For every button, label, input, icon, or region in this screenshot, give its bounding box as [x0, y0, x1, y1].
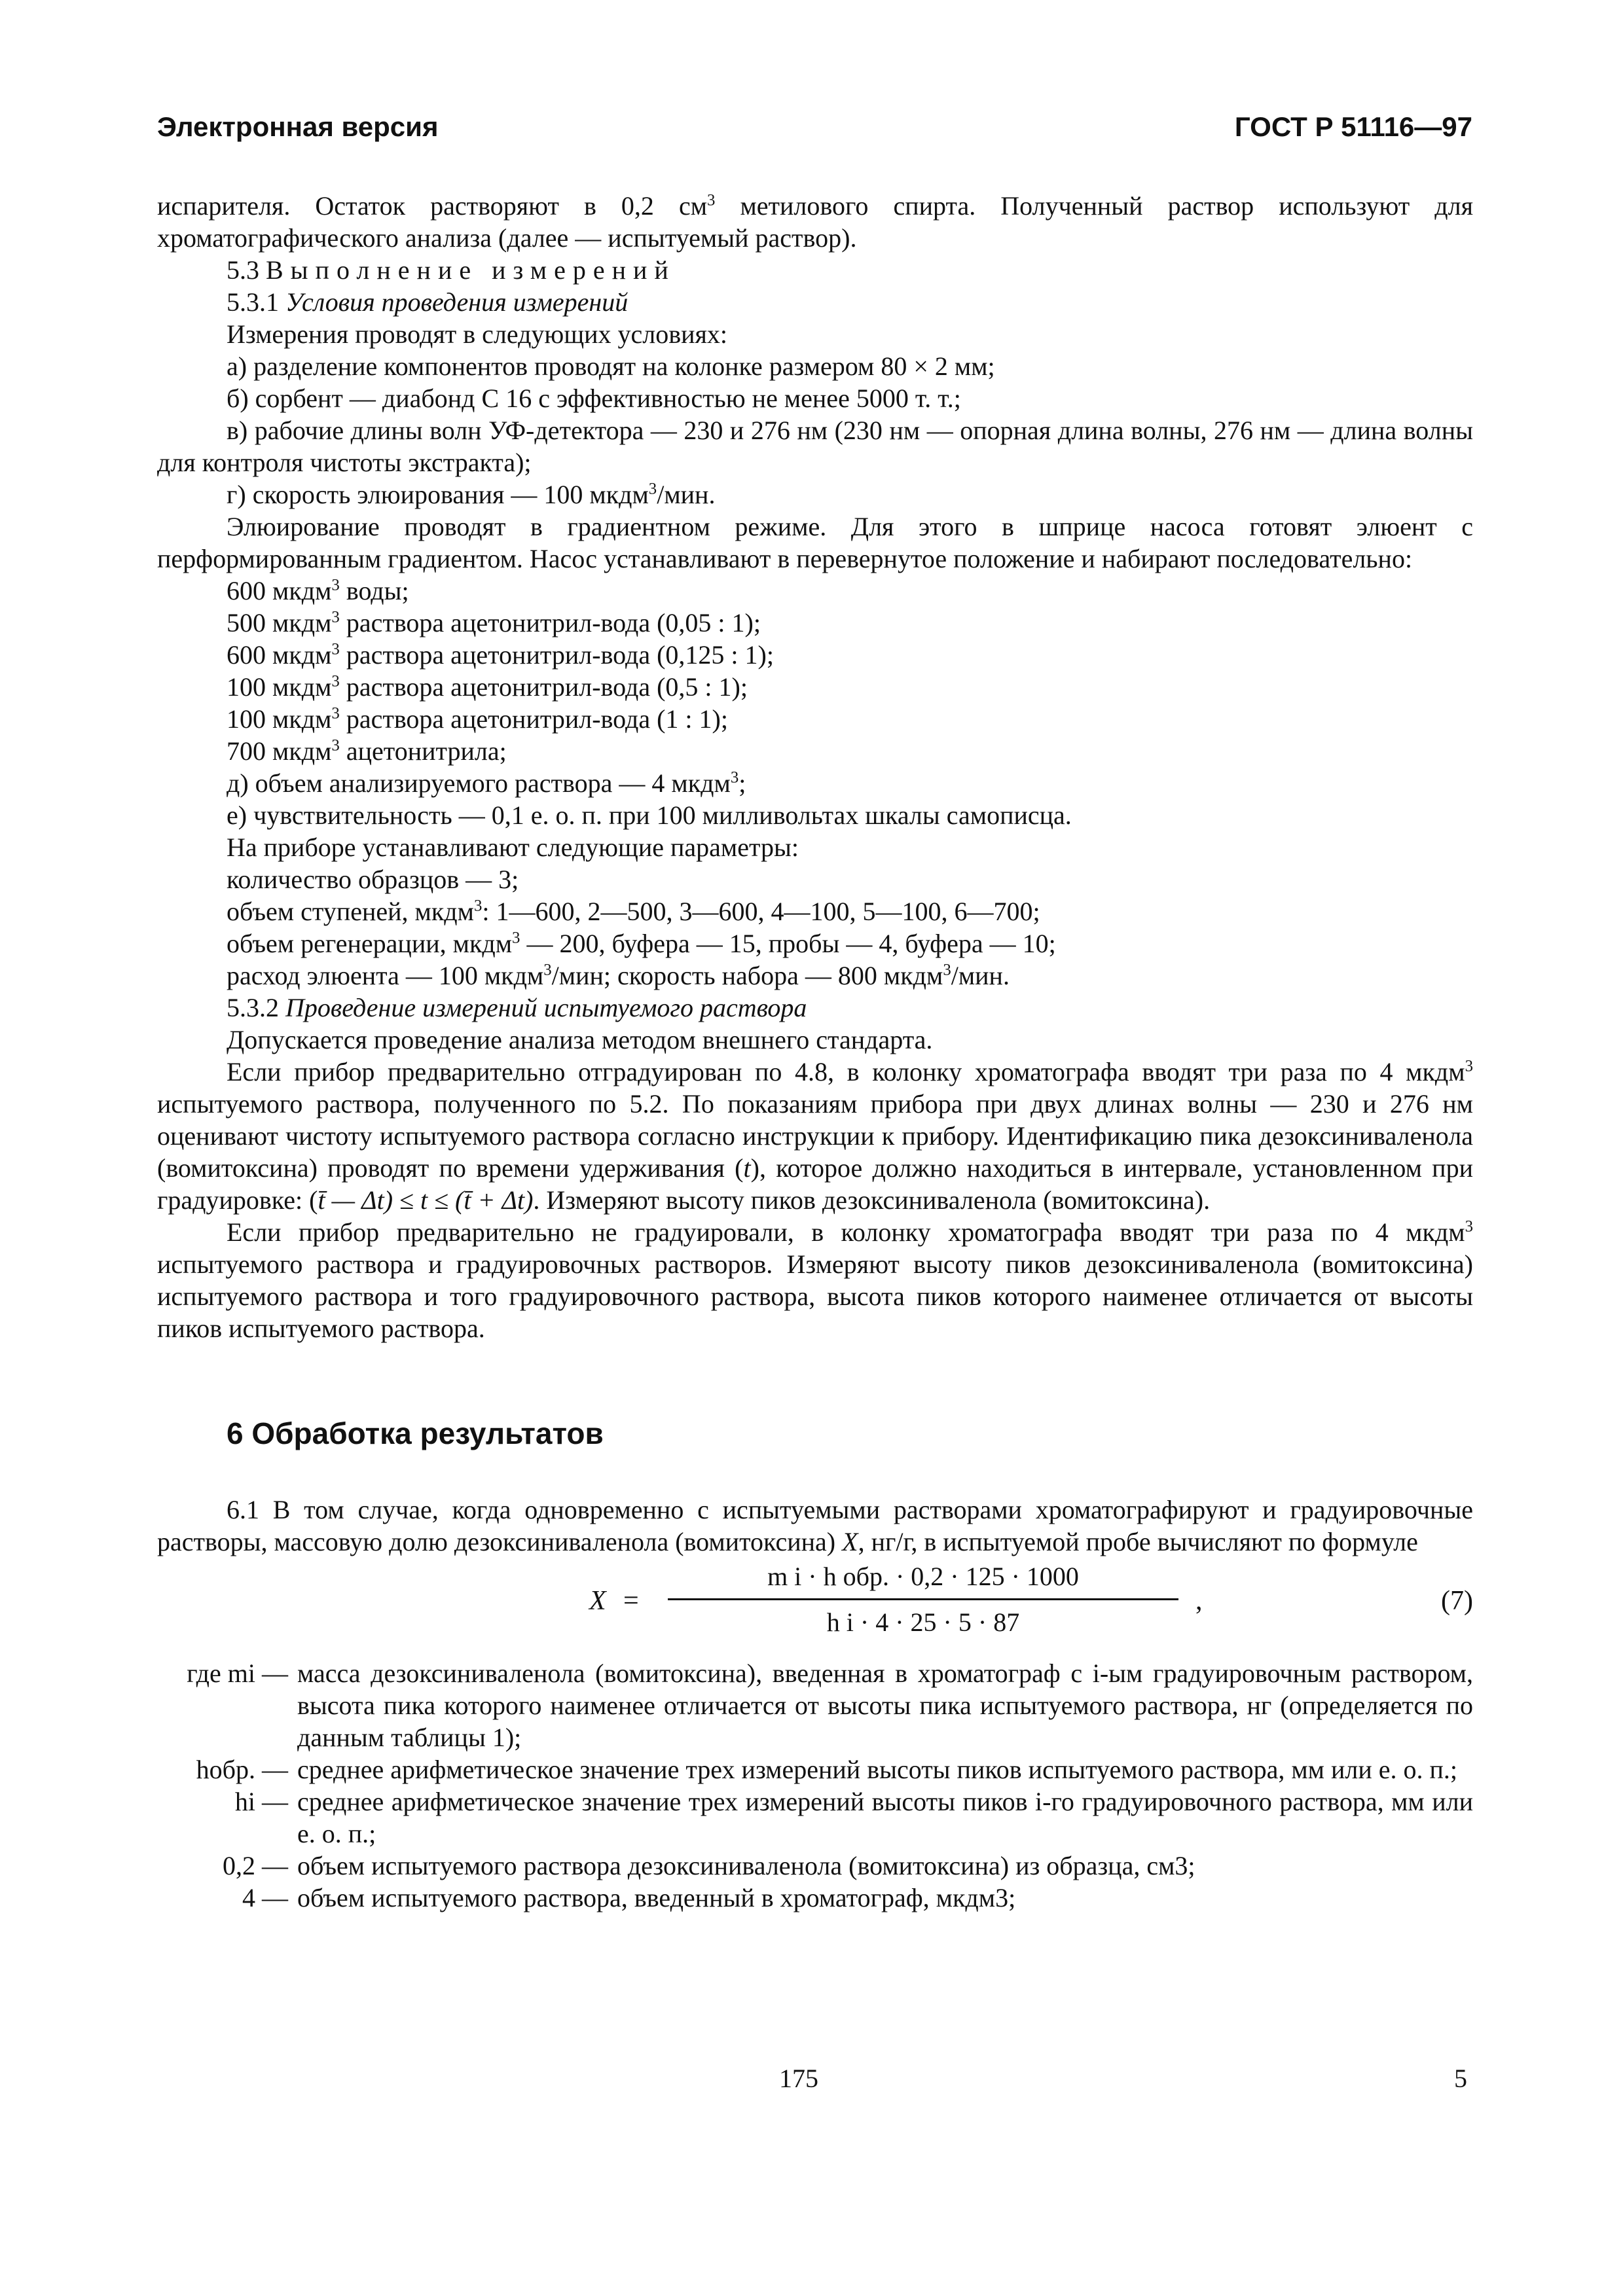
list-item: а) разделение компонентов проводят на колонке размером 80 × 2 мм; [227, 351, 995, 381]
gradient-step: 500 мкдм$^3$ раствора ацетонитрил-вода (0,05 : 1); [227, 608, 761, 637]
formula-denominator: h i · 4 · 25 · 5 · 87 [826, 1607, 1020, 1637]
definition-item [157, 1785, 1473, 1850]
header-standard-code: ГОСТ Р 51116—97 [1234, 111, 1472, 142]
definition-text: среднее арифметическое значение трех измерений высоты пиков i-го градуировочного раствора, мм или е. о. п.; [297, 1787, 1473, 1848]
gradient-step: 100 мкдм$^3$ раствора ацетонитрил-вода (1 : 1); [227, 704, 728, 734]
section-heading-5-3-2: 5.3.2 Проведение измерений испытуемого раствора [227, 993, 807, 1022]
formula-7 [157, 1560, 1473, 1643]
list-item: д) объем анализируемого раствора — 4 мкдм$^3$; [227, 768, 746, 798]
definition-item [157, 1882, 1473, 1914]
parameter-item: расход элюента — 100 мкдм$^3$/мин; скорость набора — 800 мкдм$^3$/мин. [227, 961, 1010, 990]
definition-item [157, 1850, 1473, 1882]
formula-comma: , [1195, 1586, 1203, 1616]
paragraph: испарителя. Остаток растворяют в 0,2 $см^3$ метилового спирта. Полученный раствор используют для хроматографического анализа (далее — испытуемый раствор). [157, 191, 1474, 253]
list-item: б) сорбент — диабонд С 16 с эффективностью не менее 5000 т. т.; [227, 384, 961, 413]
definition-text: объем испытуемого раствора, введенный в хроматограф, мкдм3; [297, 1883, 1016, 1912]
gradient-step: 100 мкдм$^3$ раствора ацетонитрил-вода (0,5 : 1); [227, 672, 748, 702]
definition-term: 0,2 — [223, 1851, 288, 1880]
document-body [157, 190, 1473, 1914]
gradient-step: 600 мкдм$^3$ воды; [227, 576, 409, 605]
definition-text: среднее арифметическое значение трех измерений высоты пиков испытуемого раствора, мм или е. о. п.; [297, 1755, 1458, 1784]
parameter-item: объем ступеней, мкдм$^3$: 1—600, 2—500, 3—600, 4—100, 5—100, 6—700; [227, 897, 1040, 926]
formula-number: (7) [1441, 1586, 1473, 1616]
list-item: г) скорость элюирования — 100 мкдм$^3$/мин. [227, 480, 716, 509]
formula-definitions [157, 1657, 1473, 1914]
paragraph: 6.1 В том случае, когда одновременно с испытуемыми растворами хроматографируют и градуировочные растворы, массовую долю дезоксиниваленола (вомитоксина) X, нг/г, в испытуемой пробе вычисляют по формуле [157, 1495, 1473, 1556]
fraction-bar [668, 1598, 1178, 1600]
list-item: е) чувствительность — 0,1 е. о. п. при 100 милливольтах шкалы самописца. [227, 800, 1072, 830]
paragraph: Элюирование проводят в градиентном режиме. Для этого в шприце насоса готовят элюент с перформированным градиентом. Насос устанавливают в перевернутое положение и набирают последовательно: [157, 512, 1473, 573]
paragraph: На приборе устанавливают следующие параметры: [227, 833, 799, 862]
section-heading-5-3-1: 5.3.1 Условия проведения измерений [227, 287, 629, 317]
parameter-item: количество образцов — 3; [227, 865, 519, 894]
definition-text: масса дезоксиниваленола (вомитоксина), введенная в хроматограф с i-ым градуировочным раствором, высота пика которого наименее отличается от высоты пика испытуемого раствора, нг (определяется по данным таблицы 1); [297, 1659, 1473, 1752]
page-number-standard: 5 [1454, 2064, 1467, 2093]
paragraph: Допускается проведение анализа методом внешнего стандарта. [227, 1025, 933, 1054]
header-edition: Электронная версия [157, 111, 439, 142]
paragraph: Если прибор предварительно отградуирован по 4.8, в колонку хроматографа вводят три раза по 4 мкдм$^3$ испытуемого раствора, полученного по 5.2. По показаниям прибора при двух длинах волны — 230 и 276 нм оценивают чистоту испытуемого раствора согласно инструкции к прибору. Идентификацию пика дезоксиниваленола (вомитоксина) проводят по времени удерживания (t), которое должно находиться в интервале, установленном при градуировке: (t̄ — Δt) ≤ t ≤ (t̄ + Δt). Измеряют высоту пиков дезоксиниваленола (вомитоксина). [157, 1057, 1473, 1215]
section-heading-6: 6 Обработка результатов [227, 1416, 604, 1450]
gradient-step: 600 мкдм$^3$ раствора ацетонитрил-вода (0,125 : 1); [227, 640, 774, 670]
paragraph: Если прибор предварительно не градуировали, в колонку хроматографа вводят три раза по 4 мкдм$^3$ испытуемого раствора и градуировочных растворов. Измеряют высоту пиков дезоксиниваленола (вомитоксина) испытуемого раствора и того градуировочного раствора, высота пиков которого наименее отличается от высоты пиков испытуемого раствора. [157, 1217, 1473, 1343]
definition-term: hi — [234, 1787, 288, 1816]
gradient-step: 700 мкдм$^3$ ацетонитрила; [227, 736, 507, 766]
list-item: в) рабочие длины волн УФ-детектора — 230 и 276 нм (230 нм — опорная длина волны, 276 нм — длина волны для контроля чистоты экстракта); [157, 416, 1473, 477]
parameter-item: объем регенерации, мкдм$^3$ — 200, буфера — 15, пробы — 4, буфера — 10; [227, 929, 1056, 958]
formula-equals: = [623, 1586, 639, 1616]
formula-lhs: X [589, 1586, 606, 1616]
definition-term: hобр. — [196, 1755, 288, 1784]
paragraph: Измерения проводят в следующих условиях: [227, 319, 728, 349]
page-number-collection: 175 [779, 2064, 818, 2093]
definition-text: объем испытуемого раствора дезоксиниваленола (вомитоксина) из образца, см3; [297, 1851, 1195, 1880]
formula-numerator: m i · h обр. · 0,2 · 125 · 1000 [767, 1562, 1079, 1591]
definition-term: 4 — [242, 1883, 288, 1912]
definition-term: где mi — [187, 1659, 288, 1688]
definition-item [157, 1753, 1473, 1785]
section-heading-5-3: 5.3 Выполнение измерений [227, 255, 676, 285]
definition-item [157, 1657, 1473, 1753]
